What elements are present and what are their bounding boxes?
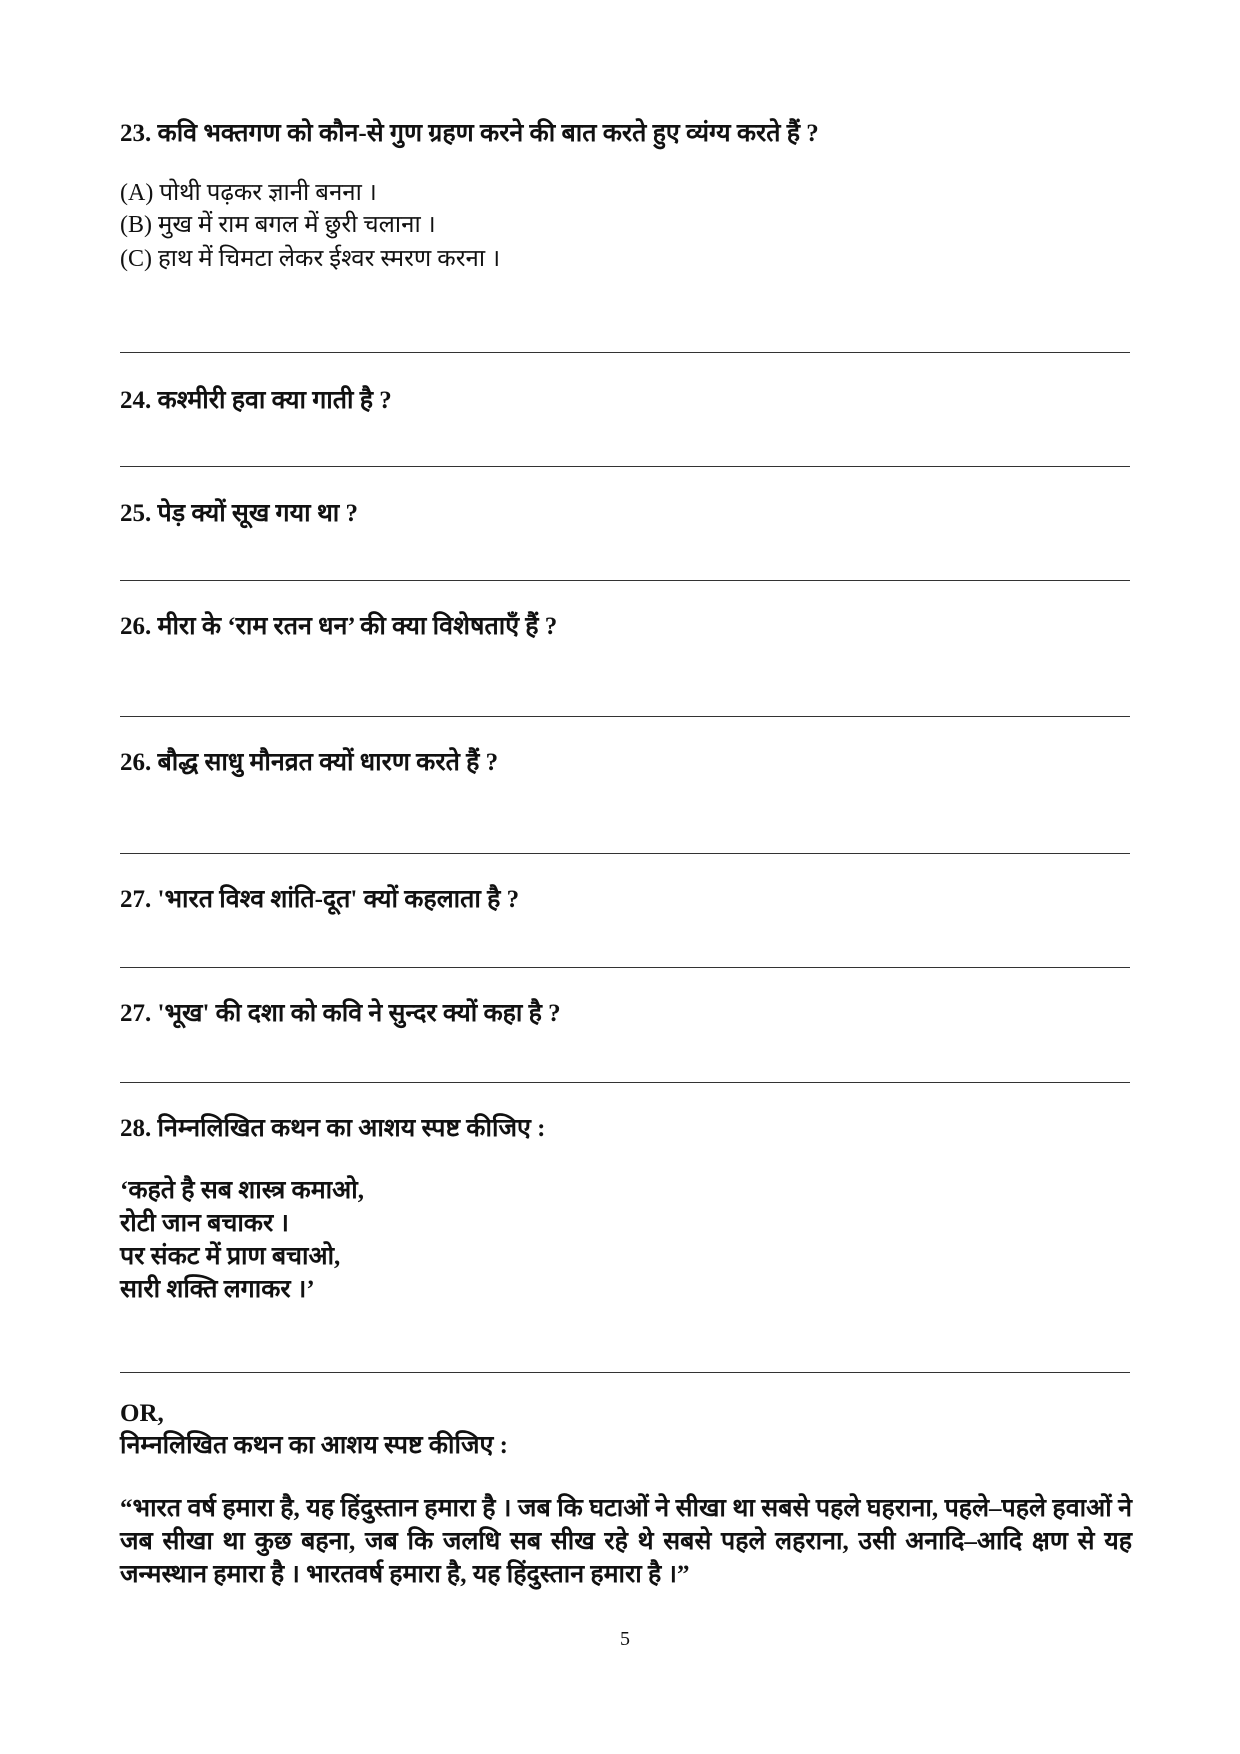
answer-line bbox=[120, 1082, 1130, 1083]
exam-page bbox=[120, 0, 1130, 1754]
poem-line: ‘कहते है सब शास्त्र कमाओ, bbox=[120, 1177, 364, 1204]
poem-line: पर संकट में प्राण बचाओ, bbox=[120, 1243, 341, 1270]
question-26-meera: 26. मीरा के ‘राम रतन धन’ की क्या विशेषताएँ हैं ? bbox=[120, 613, 558, 640]
question-25: 25. पेड़ क्यों सूख गया था ? bbox=[120, 500, 359, 527]
or-instruction: निम्नलिखित कथन का आशय स्पष्ट कीजिए : bbox=[120, 1432, 508, 1459]
answer-line bbox=[120, 967, 1130, 968]
question-24: 24. कश्मीरी हवा क्या गाती है ? bbox=[120, 387, 392, 414]
question-27-bhookh: 27. 'भूख' की दशा को कवि ने सुन्दर क्यों कहा है ? bbox=[120, 1000, 561, 1027]
option-c: (C) हाथ में चिमटा लेकर ईश्वर स्मरण करना । bbox=[120, 246, 501, 272]
answer-line bbox=[120, 1372, 1130, 1373]
or-label: OR, bbox=[120, 1400, 164, 1427]
answer-line bbox=[120, 853, 1130, 854]
question-27-bharat: 27. 'भारत विश्व शांति-दूत' क्यों कहलाता है ? bbox=[120, 886, 520, 913]
page-number: 5 bbox=[620, 1628, 630, 1650]
poem-line: रोटी जान बचाकर । bbox=[120, 1210, 289, 1237]
question-23: 23. कवि भक्तगण को कौन-से गुण ग्रहण करने की बात करते हुए व्यंग्य करते हैं ? bbox=[120, 120, 819, 147]
question-28: 28. निम्नलिखित कथन का आशय स्पष्ट कीजिए : bbox=[120, 1115, 546, 1142]
answer-line bbox=[120, 352, 1130, 353]
answer-line bbox=[120, 716, 1130, 717]
or-passage: “भारत वर्ष हमारा है, यह हिंदुस्तान हमारा है । जब कि घटाओं ने सीखा था सबसे पहले घहराना, पहले–पहले हवाओं ने जब सीखा था कुछ बहना, जब कि जलधि सब सीख रहे थे सबसे पहले लहराना, उसी अनादि–आदि क्षण से यह जन्मस्थान हमारा है । भारतवर्ष हमारा है, यह हिंदुस्तान हमारा है ।” bbox=[120, 1495, 1132, 1588]
option-a: (A) पोथी पढ़कर ज्ञानी बनना । bbox=[120, 180, 377, 206]
poem-line: सारी शक्ति लगाकर ।’ bbox=[120, 1276, 315, 1303]
question-26-bauddh: 26. बौद्ध साधु मौनव्रत क्यों धारण करते हैं ? bbox=[120, 749, 499, 776]
answer-line bbox=[120, 466, 1130, 467]
option-b: (B) मुख में राम बगल में छुरी चलाना । bbox=[120, 212, 436, 238]
answer-line bbox=[120, 580, 1130, 581]
